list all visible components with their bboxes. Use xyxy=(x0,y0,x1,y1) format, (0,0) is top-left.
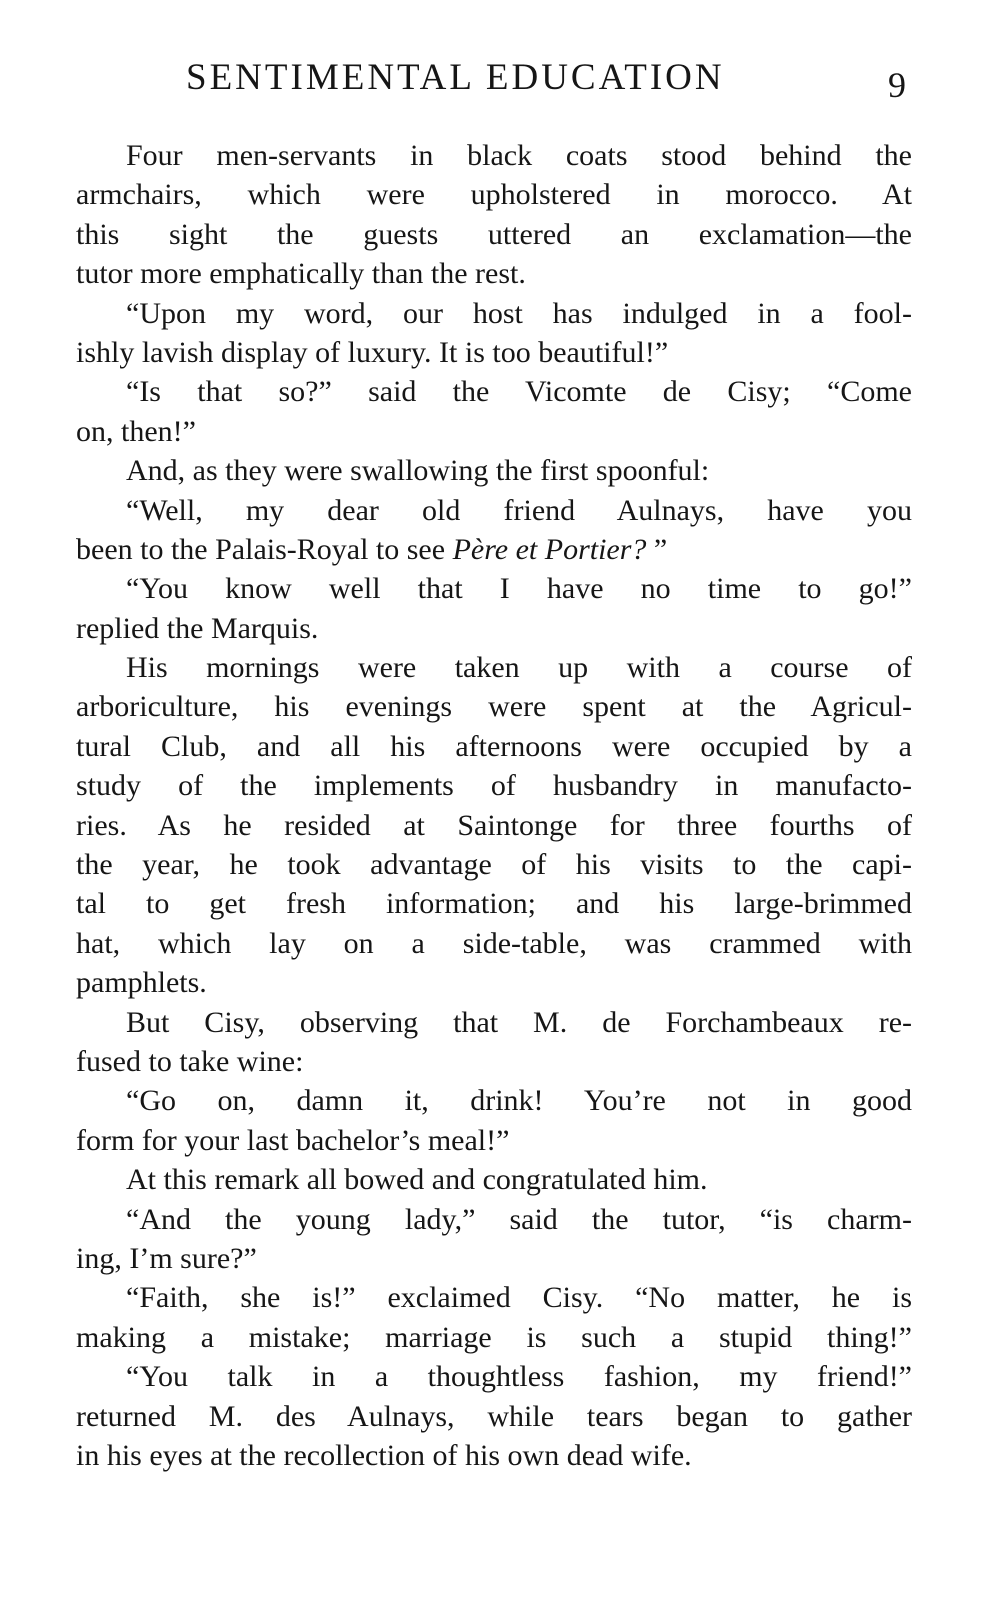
text-line: “Faith, she is!” exclaimed Cisy. “No matter, he is xyxy=(126,1281,912,1315)
text-line: His mornings were taken up with a course of xyxy=(126,651,912,685)
body-text xyxy=(76,136,912,1475)
text-line: fused to take wine: xyxy=(76,1044,304,1078)
page-number: 9 xyxy=(888,65,906,105)
text-line: At this remark all bowed and congratulated him. xyxy=(126,1163,708,1197)
text-line: “Well, my dear old friend Aulnays, have you xyxy=(126,493,912,527)
text-line: “Is that so?” said the Vicomte de Cisy; “Come xyxy=(126,375,912,409)
text-line: returned M. des Aulnays, while tears began to gather xyxy=(76,1399,912,1433)
text-line: Four men-servants in black coats stood behind the xyxy=(126,139,912,172)
text-line: tutor more emphatically than the rest. xyxy=(76,257,526,291)
text-line: armchairs, which were upholstered in morocco. At xyxy=(76,178,912,212)
text-line: “Upon my word, our host has indulged in a fool- xyxy=(126,296,912,330)
text-line: been to the Palais-Royal to see xyxy=(76,532,446,566)
text-line: tural Club, and all his afternoons were occupied by a xyxy=(76,729,912,763)
text-line: this sight the guests uttered an exclamation—the xyxy=(76,217,912,251)
text-line: on, then!” xyxy=(76,414,196,448)
text-line: replied the Marquis. xyxy=(76,611,319,645)
text-line: “Go on, damn it, drink! You’re not in good xyxy=(126,1084,912,1118)
text-line: ing, I’m sure?” xyxy=(76,1241,257,1275)
text-line: in his eyes at the recollection of his own dead wife. xyxy=(76,1438,692,1472)
text-line: arboriculture, his evenings were spent at the Agricul- xyxy=(76,690,912,724)
text-line: tal to get fresh information; and his large-brimmed xyxy=(76,887,912,921)
text-line: study of the implements of husbandry in manufacto- xyxy=(76,769,912,803)
text-line: form for your last bachelor’s meal!” xyxy=(76,1123,510,1157)
text-line: “And the young lady,” said the tutor, “is charm- xyxy=(126,1202,912,1236)
text-line: “You talk in a thoughtless fashion, my friend!” xyxy=(126,1360,912,1394)
text-line: pamphlets. xyxy=(76,966,207,1000)
text-line: hat, which lay on a side-table, was crammed with xyxy=(76,926,912,960)
text-line: ishly lavish display of luxury. It is too beautiful!” xyxy=(76,335,669,369)
text-line: And, as they were swallowing the first spoonful: xyxy=(126,454,710,488)
text-line: ries. As he resided at Saintonge for three fourths of xyxy=(76,808,912,842)
closing-quote: ” xyxy=(646,532,668,566)
text-line: the year, he took advantage of his visits to the capi- xyxy=(76,848,912,882)
text-line: But Cisy, observing that M. de Forchambeaux re- xyxy=(126,1005,912,1039)
text-line: “You know well that I have no time to go!” xyxy=(126,572,912,606)
running-head-title: SENTIMENTAL EDUCATION xyxy=(186,57,725,98)
text-line-with-italic-title xyxy=(76,530,912,569)
text-line: making a mistake; marriage is such a stupid thing!” xyxy=(76,1320,912,1354)
play-title-italic: Père et Portier? xyxy=(452,532,647,566)
